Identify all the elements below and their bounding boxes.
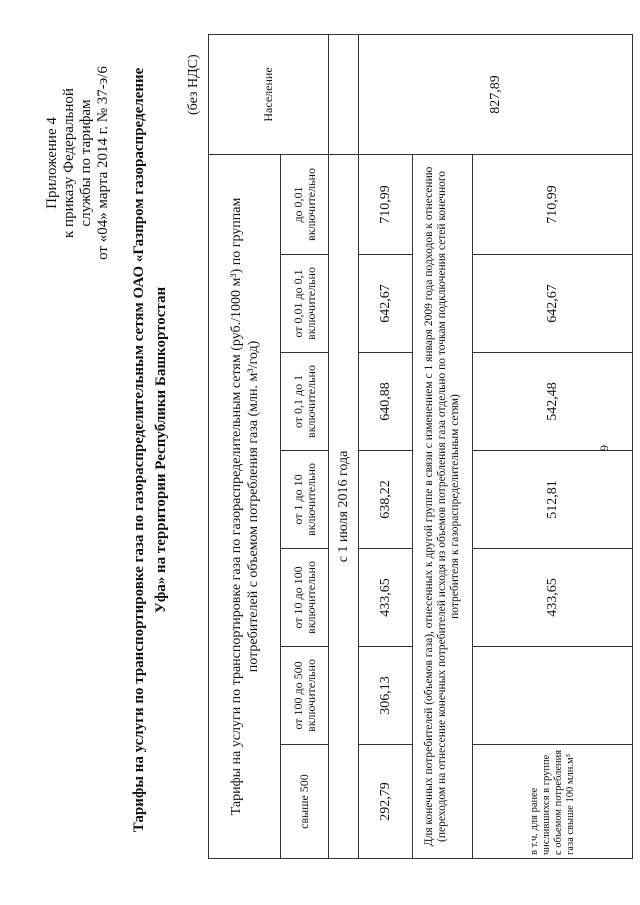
appendix-line: службы по тарифам	[78, 99, 94, 227]
title-line-1: Тарифы на услуги по транспортировке газа по газораспределительным сетям ОАО «Газпром газораспределение	[131, 67, 147, 833]
reassignment-note: Для конечных потребителей (объемов газа), отнесенных к другой группе в связи с изменением с 1 января 2009 года подходов к отнесению (переходом на отнесение конечных потребителей исходя из объемов потребления газа отдельно по точкам подключения сетей конечного потребителя к газораспределительным сетям)	[413, 154, 473, 858]
tariff-value: 640,88	[359, 353, 413, 451]
incl-value: 710,99	[473, 154, 633, 254]
tariff-value: 292,79	[359, 745, 413, 859]
tariff-value: 306,13	[359, 647, 413, 745]
group-header: от 100 до 500 включительно	[281, 647, 329, 745]
incl-value: 433,65	[473, 549, 633, 647]
title-line-2: Уфа» на территории Республики Башкортостан	[153, 286, 169, 614]
group-header: от 0,01 до 0,1 включительно	[281, 255, 329, 353]
incl-value	[473, 647, 633, 745]
tariff-value: 642,67	[359, 255, 413, 353]
tariff-table	[208, 34, 633, 859]
header-population: Население	[209, 34, 329, 154]
header-main: Тарифы на услуги по транспортировке газа по газораспределительным сетям (руб./1000 м³) по группам потребителей с объемом потребления газа (млн. м³/год)	[209, 154, 281, 858]
page-number: 6	[597, 445, 612, 451]
appendix-line: от «04» марта 2014 г. № 37-э/6	[95, 66, 111, 260]
period-population-cell	[329, 34, 359, 154]
tariff-value: 638,22	[359, 451, 413, 549]
appendix-line: Приложение 4	[44, 117, 60, 209]
incl-value: 512,81	[473, 451, 633, 549]
incl-value: 642,67	[473, 255, 633, 353]
group-header: от 0,1 до 1 включительно	[281, 353, 329, 451]
period-row: с 1 июля 2016 года	[329, 154, 359, 858]
group-header: свыше 500	[281, 745, 329, 859]
population-value: 827,89	[359, 34, 633, 154]
vat-note: (без НДС)	[186, 54, 201, 115]
document-title	[128, 35, 172, 865]
group-header: до 0,01 включительно	[281, 154, 329, 254]
appendix-line: к приказу Федеральной	[61, 88, 77, 238]
incl-value: 542,48	[473, 353, 633, 451]
incl-label: в т.ч. для ранее числившихся в группе с объемом потребления газа свыше 100 млн.м³	[473, 745, 633, 859]
tariff-value: 433,65	[359, 549, 413, 647]
appendix-block	[44, 33, 112, 293]
group-header: от 1 до 10 включительно	[281, 451, 329, 549]
group-header: от 10 до 100 включительно	[281, 549, 329, 647]
tariff-value: 710,99	[359, 154, 413, 254]
